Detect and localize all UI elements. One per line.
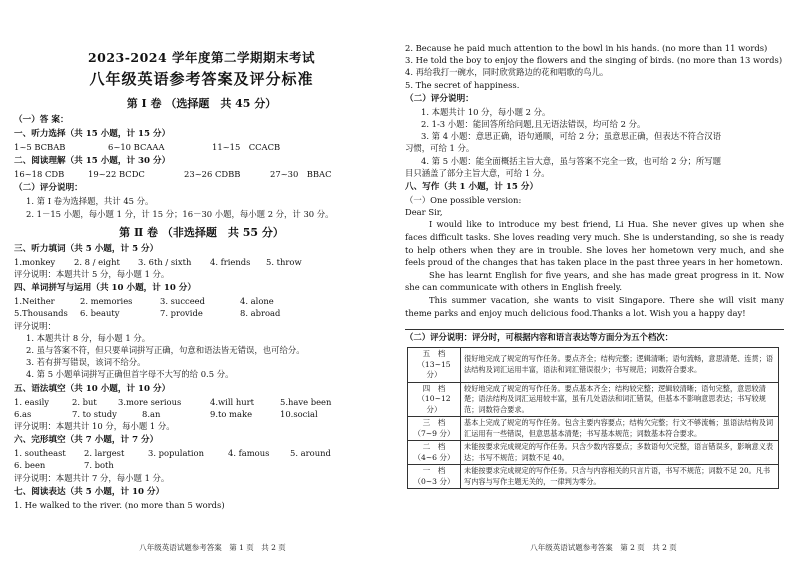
answer: 2. largest	[84, 448, 125, 459]
section-2-heading: 二、阅读理解（共 15 小题，计 30 分）	[14, 156, 171, 167]
answer: 6. been	[14, 460, 46, 471]
section-6-heading: 六、完形填空（共 7 小题，计 7 分）	[14, 435, 159, 446]
document-title: 八年级英语参考答案及评分标准	[89, 70, 314, 88]
answer: 1.monkey	[14, 256, 56, 267]
answer: 6. beauty	[80, 308, 120, 319]
answer: 4. alone	[240, 296, 274, 307]
rules-heading: （二）评分说明：	[14, 183, 83, 194]
answer: 2. memories	[80, 296, 133, 307]
answer: 4. famous	[228, 448, 270, 459]
page-2	[397, 0, 794, 561]
table-row	[408, 417, 779, 441]
answer: 5.Thousands	[14, 308, 68, 319]
letter-paragraph-1: I would like to introduce my best friend, Li Hua. She never gives up when she faces difficult tasks. She loves reading very much. She is understanding, so she is ready to help others when they are in trouble. She loves her hometown very much, and she feels proud of the changes that has taken place in the past three years in her hometown.	[405, 219, 784, 268]
rule-line: 1. 第 Ⅰ 卷为选择题，共计 45 分。	[26, 196, 154, 207]
rule-line: 1. 本题共计 10 分，每小题 2 分。	[421, 106, 551, 117]
answer: 3. population	[148, 448, 204, 459]
letter-greeting: Dear Sir,	[405, 207, 443, 218]
rule-line: 2. 虽与答案不符，但只要单词拼写正确，句意和语法皆无错误，也可给分。	[26, 345, 305, 356]
section-7-heading: 七、阅读表达（共 5 小题，计 10 分）	[14, 486, 165, 497]
answer: 23~26 CDBB	[184, 169, 241, 180]
table-row	[408, 382, 779, 417]
section-6-answers-row1	[14, 447, 389, 459]
answer: 1. southeast	[14, 448, 66, 459]
reading-answer-3: 3. He told the boy to enjoy the flowers and the singing of birds. (no more than 13 words)	[405, 55, 783, 66]
section-4-note: 评分说明：	[14, 320, 56, 331]
section-5-note: 评分说明：本题共计 10 分，每小题 1 分。	[14, 421, 175, 432]
rule-line: 4. 第 5 小题单词拼写正确但首字母不大写的给 0.5 分。	[26, 369, 234, 380]
reading-rules-heading: （二）评分说明：	[405, 93, 474, 104]
section-8-heading: 八、写作（共 1 小题，计 15 分）	[405, 182, 539, 193]
answer: 3.more serious	[118, 396, 182, 407]
section-5-answers-row1	[14, 396, 389, 408]
section-4-answers-row1	[14, 295, 389, 307]
grade-level: 三 档 （7~9 分）	[408, 417, 461, 441]
answers-heading: （一）答 案：	[14, 115, 69, 125]
answer: 6.as	[14, 408, 32, 419]
grade-description: 较好地完成了规定的写作任务。要点基本齐全；结构较完整；逻辑较清晰；语句完整，意思较清楚；语法结构及词汇运用较丰富，虽有几处语法和词汇错误，但基本不影响意思表达；书写较规范；词数符合要求。	[461, 382, 779, 417]
exam-title: 2023-2024 学年度第二学期期末考试	[87, 50, 316, 65]
page-footer: 八年级英语试题参考答案 第 2 页 共 2 页	[530, 543, 677, 552]
section-6-answers-row2	[14, 459, 389, 471]
answer: 7. to study	[72, 408, 117, 419]
answer: 11~15 CCACB	[212, 142, 281, 152]
answer: 1. easily	[14, 396, 49, 407]
reading-answer-1: 1. He walked to the river. (no more than 5 words)	[14, 499, 225, 510]
answer: 8. abroad	[240, 308, 281, 319]
answer: 4. friends	[210, 256, 251, 267]
answer: 5. around	[290, 448, 331, 459]
table-row	[408, 348, 779, 383]
answer: 3. 6th / sixth	[138, 256, 192, 267]
answer: 5.have been	[280, 396, 332, 407]
answer: 3. succeed	[160, 296, 205, 307]
answer: 27~30 BBAC	[270, 169, 332, 180]
part-1-heading: 第 Ⅰ 卷 （选择题 共 45 分）	[126, 97, 277, 110]
rule-line: 3. 第 4 小题：意思正确，语句通顺，可给 2 分；虽意思正确，但表达不符合汉语	[421, 131, 721, 142]
section-5-answers-row2	[14, 408, 389, 420]
answer: 1~5 BCBAB	[14, 142, 66, 152]
rule-line: 习惯，可给 1 分。	[405, 143, 475, 154]
letter-paragraph-2: She has learnt English for five years, and she has made great progress in it. Now she can communicate with others in English freely.	[405, 269, 784, 293]
section-1-heading: 一、听力选择（共 15 小题，计 15 分）	[14, 129, 171, 139]
rule-line: 1. 本题共计 8 分，每小题 1 分。	[26, 332, 151, 343]
answer: 16~18 CDB	[14, 169, 65, 180]
rule-line: 4. 第 5 小题：能全面概括主旨大意，虽与答案不完全一致，也可给 2 分；所写题	[421, 155, 721, 166]
sample-version-label: （一）One possible version:	[405, 195, 522, 206]
answer: 2. but	[72, 396, 97, 407]
grade-level: 一 档 （0~3 分）	[408, 465, 461, 489]
answer: 1.Neither	[14, 296, 55, 307]
grade-level: 五 档 （13~15 分）	[408, 348, 461, 383]
answer: 4.will hurt	[210, 396, 255, 407]
rule-line: 3. 若有拼写错误，该词不给分。	[26, 357, 146, 368]
letter-paragraph-3: This summer vacation, she wants to visit Singapore. There she will visit many theme parks and enjoy much delicious food.Thanks a lot. Wish you a happy day!	[405, 295, 784, 318]
section-1-answers	[14, 141, 389, 153]
grading-note: （二）评分说明：评分时，可根据内容和语言表达等方面分为五个档次：	[405, 329, 784, 343]
section-2-answers	[14, 168, 389, 180]
part-2-heading: 第 Ⅱ 卷 （非选择题 共 55 分）	[119, 225, 284, 239]
grading-table	[407, 347, 779, 489]
table-row	[408, 465, 779, 489]
answer: 10.social	[280, 408, 318, 419]
answer: 5. throw	[266, 256, 302, 267]
rule-line: 2. 1－15 小题，每小题 1 分，计 15 分；16－30 小题，每小题 2 分，计 30 分。	[26, 208, 334, 219]
answer: 19~22 BCDC	[88, 169, 145, 180]
section-4-heading: 四、单词拼写与运用（共 10 小题，计 10 分）	[14, 283, 196, 294]
rule-line: 目只涵盖了部分主旨大意，可给 1 分。	[405, 167, 550, 178]
answer: 6~10 BCAAA	[108, 142, 165, 152]
table-row	[408, 441, 779, 465]
grade-description: 很好地完成了规定的写作任务。要点齐全；结构完整；逻辑清晰；语句流畅，意思清楚、连贯；语法结构及词汇运用丰富，语法和词汇错误很少；书写规范；词数符合要求。	[461, 348, 779, 383]
grade-level: 二 档 （4~6 分）	[408, 441, 461, 465]
answer: 9.to make	[210, 408, 253, 419]
page-footer: 八年级英语试题参考答案 第 1 页 共 2 页	[139, 543, 286, 552]
reading-answer-4: 4. 再给我打一碗水，同时欣赏路边的花和唱歌的鸟儿。	[405, 67, 609, 78]
reading-answer-5: 5. The secret of happiness.	[405, 79, 520, 90]
grade-description: 基本上完成了规定的写作任务。包含主要内容要点；结构欠完整；行文不够流畅；虽语法结构及词汇运用有一些错误，但意思基本清楚；书写基本规范；词数基本符合要求。	[461, 417, 779, 441]
grade-level: 四 档 （10~12 分）	[408, 382, 461, 417]
section-3-heading: 三、听力填词（共 5 小题，计 5 分）	[14, 243, 159, 254]
answer: 7. provide	[160, 308, 203, 319]
grade-description: 未能按要求完成规定的写作任务。只含与内容相关的只言片语，书写不规范；词数不足 20。凡书写内容与写作主题无关的，一律判为零分。	[461, 465, 779, 489]
section-3-note: 评分说明：本题共计 5 分，每小题 1 分。	[14, 269, 170, 280]
section-6-note: 评分说明：本题共计 7 分，每小题 1 分。	[14, 472, 170, 483]
section-5-heading: 五、语法填空（共 10 小题，计 10 分）	[14, 383, 171, 394]
rule-line: 2. 1-3 小题：能回答所给问题,且无语法错误，均可给 2 分。	[421, 119, 646, 130]
answer: 2. 8 / eight	[74, 256, 120, 267]
answer: 7. both	[84, 460, 114, 471]
section-3-answers	[14, 256, 389, 268]
section-4-answers-row2	[14, 307, 389, 319]
grade-description: 未能按要求完成规定的写作任务。只含少数内容要点；多数语句欠完整，语言错误多，影响意义表达；书写不规范；词数不足 40。	[461, 441, 779, 465]
reading-answer-2: 2. Because he paid much attention to the bowl in his hands. (no more than 11 words)	[405, 43, 768, 53]
answer: 8.an	[142, 408, 161, 419]
